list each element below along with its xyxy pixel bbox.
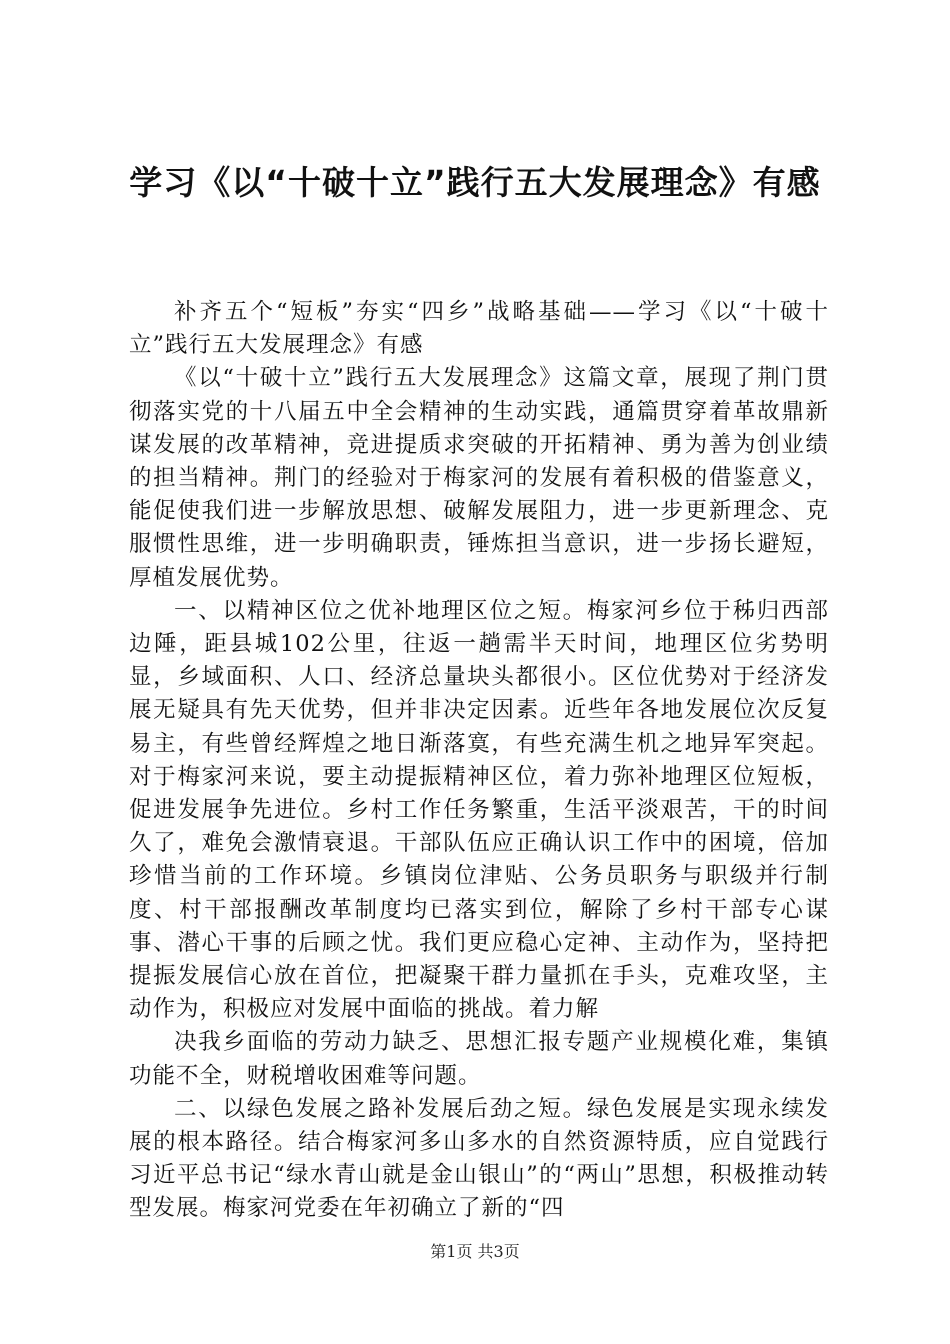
page-number-footer: 第1页 共3页 <box>430 1242 520 1261</box>
body-paragraph: 决我乡面临的劳动力缺乏、思想汇报专题产业规模化难，集镇功能不全，财税增收困难等问题。 <box>129 1029 829 1089</box>
body-paragraph: 《以“十破十立”践行五大发展理念》这篇文章，展现了荆门贯彻落实党的十八届五中全会精神的生动实践，通篇贯穿着革故鼎新谋发展的改革精神，竞进提质求突破的开拓精神、勇为善为创业绩的担当精神。荆门的经验对于梅家河的发展有着积极的借鉴意义，能促使我们进一步解放思想、破解发展阻力，进一步更新理念、克服惯性思维，进一步明确职责，锤炼担当意识，进一步扬长避短，厚植发展优势。 <box>129 365 829 591</box>
document-body <box>129 296 829 1226</box>
document-title: 学习《以“十破十立”践行五大发展理念》有感 <box>129 163 821 202</box>
body-paragraph: 二、以绿色发展之路补发展后劲之短。绿色发展是实现永续发展的根本路径。结合梅家河多山多水的自然资源特质，应自觉践行习近平总书记“绿水青山就是金山银山”的“两山”思想，积极推动转型发展。梅家河党委在年初确立了新的“四 <box>129 1095 829 1222</box>
body-paragraph: 一、以精神区位之优补地理区位之短。梅家河乡位于秭归西部边陲，距县城102公里，往返一趟需半天时间，地理区位劣势明显，乡域面积、人口、经济总量块头都很小。区位优势对于经济发展无疑具有先天优势，但并非决定因素。近些年各地发展位次反复易主，有些曾经辉煌之地日渐落寞，有些充满生机之地异军突起。对于梅家河来说，要主动提振精神区位，着力弥补地理区位短板，促进发展争先进位。乡村工作任务繁重，生活平淡艰苦，干的时间久了，难免会激情衰退。干部队伍应正确认识工作中的困境，倍加珍惜当前的工作环境。乡镇岗位津贴、公务员职务与职级并行制度、村干部报酬改革制度均已落实到位，解除了乡村干部专心谋事、潜心干事的后顾之忧。我们更应稳心定神、主动作为，坚持把提振发展信心放在首位，把凝聚干群力量抓在手头，克难攻坚，主动作为，积极应对发展中面临的挑战。着力解 <box>129 597 829 1023</box>
subtitle-paragraph: 补齐五个“短板”夯实“四乡”战略基础——学习《以“十破十立”践行五大发展理念》有感 <box>129 299 829 359</box>
